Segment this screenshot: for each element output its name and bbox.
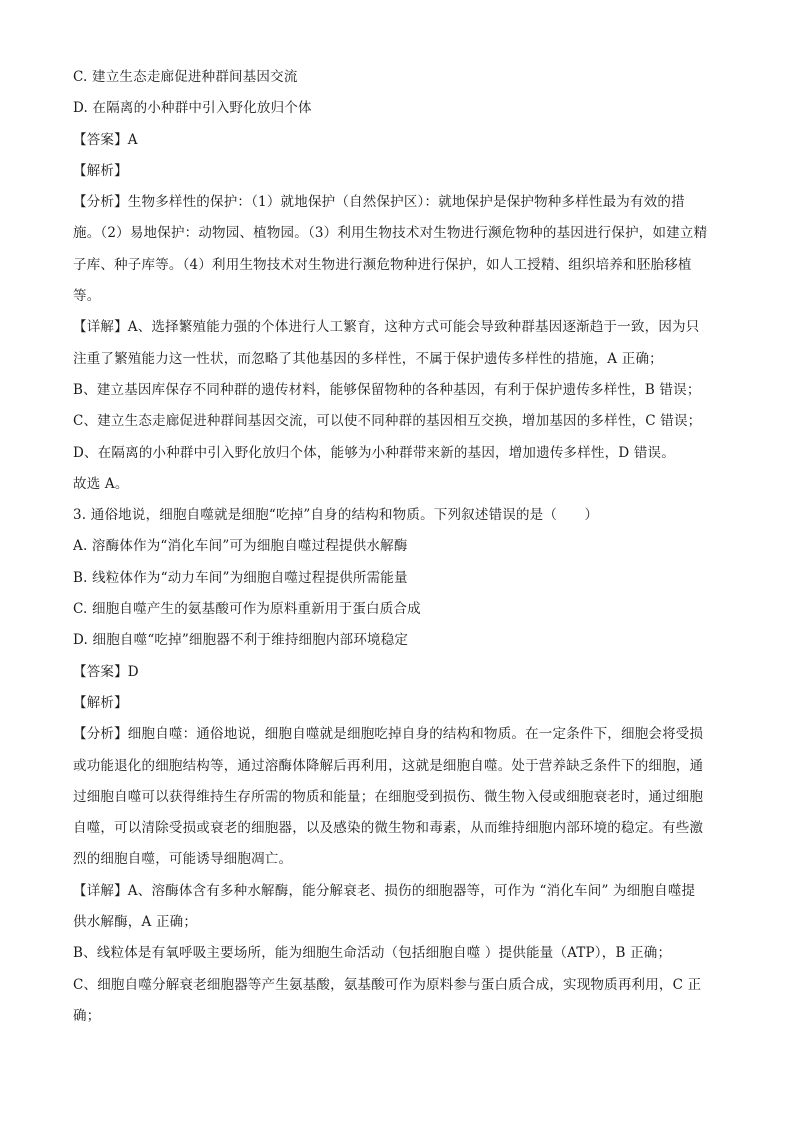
text-line: 【详解】A、选择繁殖能力强的个体进行人工繁育，这种方式可能会导致种群基因逐渐趋于一致，因为只 <box>73 319 700 336</box>
text-line: B、建立基因库保存不同种群的遗传材料，能够保留物种的各种基因，有利于保护遗传多样性，B 错误； <box>73 381 701 398</box>
option-line: A. 溶酶体作为“消化车间”可为细胞自噬过程提供水解酶 <box>73 538 408 555</box>
question-stem: 3. 通俗地说，细胞自噬就是细胞“吃掉”自身的结构和物质。下列叙述错误的是（ ） <box>73 507 599 524</box>
text-line: C、细胞自噬分解衰老细胞器等产生氨基酸，氨基酸可作为原料参与蛋白质合成，实现物质再利用，C 正 <box>73 976 702 993</box>
text-line: D、在隔离的小种群中引入野化放归个体，能够为小种群带来新的基因，增加遗传多样性，D 错误。 <box>73 444 675 461</box>
analysis-heading: 【解析】 <box>73 162 128 179</box>
text-line: C. 建立生态走廊促进种群间基因交流 <box>73 69 298 85</box>
text-line: 过细胞自噬可以获得维持生存所需的物质和能量；在细胞受到损伤、微生物入侵或细胞衰老时，通过细胞 <box>73 788 704 805</box>
text-line: 施。（2）易地保护：动物园、植物园。（3）利用生物技术对生物进行濒危物种的基因进行保护，如建立精 <box>73 225 708 242</box>
text-line: 确； <box>73 1007 101 1024</box>
text-line: D. 在隔离的小种群中引入野化放归个体 <box>73 100 312 117</box>
answer-line: 【答案】A <box>73 131 138 148</box>
text-line: 【分析】生物多样性的保护：（1）就地保护（自然保护区）：就地保护是保护物种多样性最为有效的措 <box>73 194 685 211</box>
text-line: 烈的细胞自噬，可能诱导细胞凋亡。 <box>73 851 293 868</box>
document-page <box>73 62 723 1032</box>
analysis-heading: 【解析】 <box>73 694 128 711</box>
text-line: 注重了繁殖能力这一性状，而忽略了其他基因的多样性，不属于保护遗传多样性的措施，A 正确； <box>73 350 663 367</box>
text-line: 故选 A。 <box>73 475 129 492</box>
text-line: C、建立生态走廊促进种群间基因交流，可以使不同种群的基因相互交换，增加基因的多样性，C 错误； <box>73 413 702 430</box>
text-line: 等。 <box>73 288 101 305</box>
answer-line: 【答案】D <box>73 663 139 680</box>
text-line: B、线粒体是有氧呼吸主要场所，能为细胞生命活动（包括细胞自噬 ）提供能量（ATP），B 正确； <box>73 945 672 962</box>
text-line: 【详解】A、溶酶体含有多种水解酶，能分解衰老、损伤的细胞器等，可作为 “消化车间” 为细胞自噬提 <box>73 882 696 899</box>
text-line: 【分析】细胞自噬：通俗地说，细胞自噬就是细胞吃掉自身的结构和物质。在一定条件下，细胞会将受损 <box>73 726 704 743</box>
text-line: 供水解酶，A 正确； <box>73 914 198 931</box>
text-line: 或功能退化的细胞结构等，通过溶酶体降解后再利用，这就是细胞自噬。处于营养缺乏条件下的细胞，通 <box>73 757 704 774</box>
option-line: C. 细胞自噬产生的氨基酸可作为原料重新用于蛋白质合成 <box>73 601 421 618</box>
text-line: 子库、种子库等。（4）利用生物技术对生物进行濒危物种进行保护，如人工授精、组织培养和胚胎移植 <box>73 256 692 273</box>
option-line: B. 线粒体作为“动力车间”为细胞自噬过程提供所需能量 <box>73 569 408 586</box>
text-line: 自噬，可以清除受损或衰老的细胞器，以及感染的微生物和毒素，从而维持细胞内部环境的稳定。有些激 <box>73 820 704 837</box>
option-line: D. 细胞自噬“吃掉”细胞器不利于维持细胞内部环境稳定 <box>73 632 409 649</box>
